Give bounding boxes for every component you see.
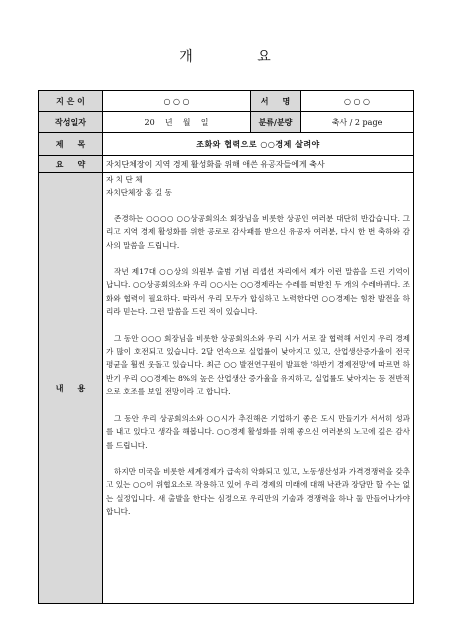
date-value: 20 년 월 일 [103,112,251,133]
summary-value: 자치단체장이 지역 경제 활성화를 위해 애쓴 유공자들에게 축사 [103,156,414,173]
title-label: 제 목 [39,133,103,156]
speech-paragraph: 작년 제17대 ○○상의 의원부 출범 기념 리셉션 자리에서 제가 이런 말씀을 드린 기억이 납니다. ○○상공회의소와 우리 ○○시는 ○○경제라는 수레를 떠받친 두 개의 수레바퀴다. 조화와 협력이 필요하다. 따라서 우리 모두가 합심하고 노력한다면 ○○경제는 힘찬 발전을 하리라 믿는다. 그런 말씀을 드린 적이 있습니다. [106,267,410,317]
content-body [103,173,414,604]
summary-label: 요 약 [39,156,103,173]
speech-speaker: 자치단체장 홍 길 동 [106,188,172,198]
name-label: 서 명 [251,91,301,112]
speech-paragraph: 존경하는 ○○○○ ○○상공회의소 회장님을 비롯한 상공인 여러분 대단히 반갑습니다. 그리고 지역 경제 활성화를 위한 공로로 감사패를 받으신 유공자 여러분, 다시 한 번 축하와 감사의 말씀을 드립니다. [106,213,410,250]
document-title: 개 요 [179,49,301,65]
author-label: 지 은 이 [39,91,103,112]
category-value: 축사 / 2 page [301,112,414,133]
speech-paragraph: 그 동안 우리 상공회의소와 ○○시가 추진해온 기업하기 좋은 도시 만들기가 서서히 성과를 내고 있다고 생각을 해봅니다. ○○경제 활성화를 위해 좋으신 여러분의 노고에 깊은 감사를 드립니다. [106,413,410,450]
title-value: 조화와 협력으로 ○○경제 살려야 [103,133,414,156]
speech-header [106,173,410,200]
category-label: 분류/분량 [251,112,301,133]
summary-form-table [38,90,414,604]
content-label: 내 용 [39,173,103,604]
speech-org: 자 치 단 체 [106,175,143,184]
speech-paragraph: 그 동안 ○○○ 회장님을 비롯한 상공회의소와 우리 시가 서로 잘 협력해 서인지 우리 경제가 많이 호전되고 있습니다. 2달 연속으로 실업률이 낮아지고 있고, 산업생산증가율이 전국 평균을 훨씬 웃돌고 있습니다. 최근 ○○ 발전연구원이 발표한 '하반기 경제전망'에 따르면 하반기 우리 ○○경제는 8%의 높은 산업생산 증가율을 유지하고, 실업률도 낮아지는 등 전반적으로 호조를 보일 전망이라 고 합니다. [106,333,410,397]
date-label: 작성일자 [39,112,103,133]
speech-paragraph: 하지만 미국을 비롯한 세계경제가 급속히 악화되고 있고, 노동생산성과 가격경쟁력을 갖추고 있는 ○○이 위협요소로 작용하고 있어 우리 경제의 미래에 대해 낙관과 장담만 할 수는 없는 실정입니다. 새 출발을 한다는 심정으로 우리만의 기술과 경쟁력을 하나 둘 만들어나가야 합니다. [106,466,410,517]
author-value: ○ ○ ○ [103,91,251,112]
name-value: ○ ○ ○ [301,91,414,112]
